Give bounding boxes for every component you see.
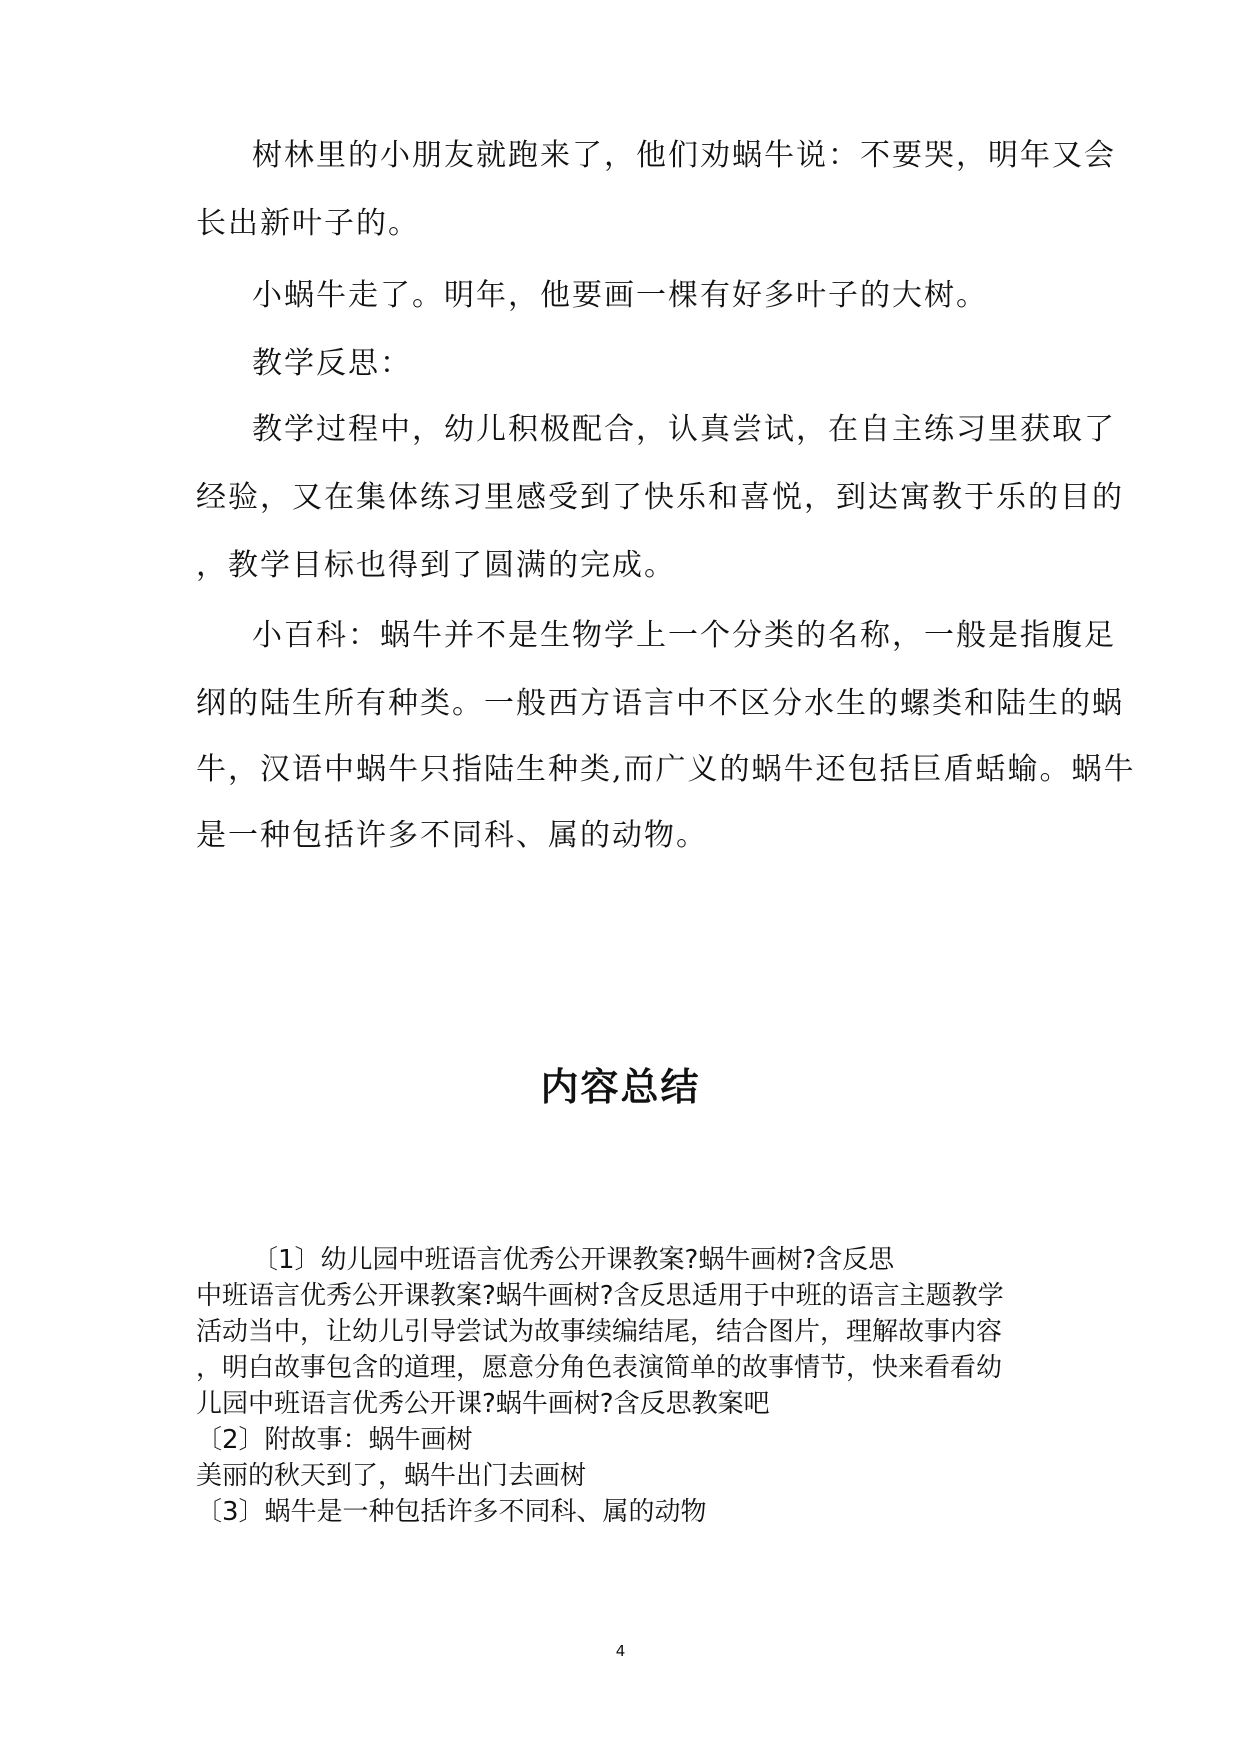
summary-line: 〔1〕幼儿园中班语言优秀公开课教案?蜗牛画树?含反思: [252, 1245, 895, 1275]
summary-line: 中班语言优秀公开课教案?蜗牛画树?含反思适用于中班的语言主题教学: [196, 1281, 1004, 1311]
body-line: 长出新叶子的。: [196, 206, 420, 241]
summary-line: ，明白故事包含的道理，愿意分角色表演简单的故事情节，快来看看幼: [196, 1353, 1003, 1383]
body-line: 是一种包括许多不同科、属的动物。: [196, 818, 708, 853]
body-line: 教学反思：: [252, 346, 412, 381]
body-line: 纲的陆生所有种类。一般西方语言中不区分水生的螺类和陆生的蜗: [196, 686, 1124, 721]
page-number: 4: [615, 1642, 626, 1660]
summary-line: 美丽的秋天到了，蜗牛出门去画树: [196, 1461, 587, 1491]
summary-line: 儿园中班语言优秀公开课?蜗牛画树?含反思教案吧: [196, 1389, 770, 1419]
summary-line: 〔3〕蜗牛是一种包括许多不同科、属的动物: [196, 1497, 707, 1527]
body-line: 小百科：蜗牛并不是生物学上一个分类的名称，一般是指腹足: [252, 618, 1116, 653]
body-line: ，教学目标也得到了圆满的完成。: [196, 548, 676, 583]
body-line: 教学过程中，幼儿积极配合，认真尝试，在自主练习里获取了: [252, 412, 1116, 447]
summary-line: 〔2〕附故事：蜗牛画树: [196, 1425, 473, 1455]
summary-heading: 内容总结: [540, 1065, 701, 1109]
body-line: 树林里的小朋友就跑来了，他们劝蜗牛说：不要哭，明年又会: [252, 138, 1116, 173]
body-line: 小蜗牛走了。明年，他要画一棵有好多叶子的大树。: [252, 278, 988, 313]
summary-line: 活动当中，让幼儿引导尝试为故事续编结尾，结合图片，理解故事内容: [196, 1317, 1003, 1347]
body-line: 牛，汉语中蜗牛只指陆生种类,而广义的蜗牛还包括巨盾蛞蝓。蜗牛: [196, 752, 1136, 787]
body-line: 经验，又在集体练习里感受到了快乐和喜悦，到达寓教于乐的目的: [196, 480, 1124, 515]
